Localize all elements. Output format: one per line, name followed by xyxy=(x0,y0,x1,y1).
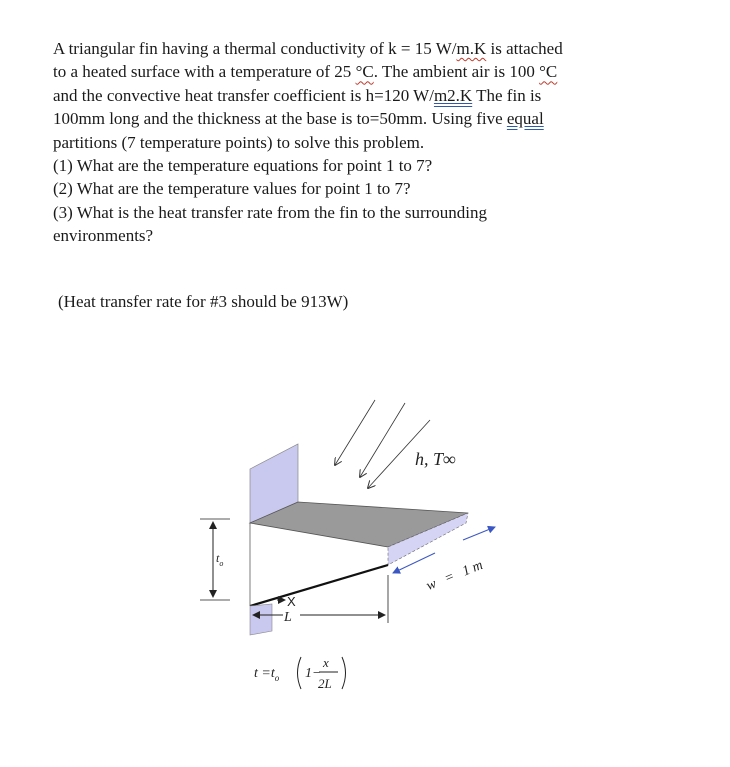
fin-lower-edge xyxy=(250,565,388,606)
question-3-continued: environments? xyxy=(53,226,154,246)
t0-label: $t_o$ xyxy=(216,551,224,568)
svg-text:t =to: $t =t_o$ xyxy=(254,666,280,683)
problem-line-3: and the convective heat transfer coefficient is h=120 W/m2.K The fin is xyxy=(53,85,542,105)
thickness-formula xyxy=(254,655,346,691)
problem-line-2: to a heated surface with a temperature of 25 °C. The ambient air is 100 °C xyxy=(53,62,558,82)
question-3: (3) What is the heat transfer rate from the fin to the surrounding xyxy=(53,202,487,222)
fin-top-surface xyxy=(250,502,468,547)
problem-line-4: 100mm long and the thickness at the base is to=50mm. Using five equal xyxy=(53,109,544,129)
convection-label: h, T∞ xyxy=(415,449,456,469)
lower-wall xyxy=(250,604,272,635)
convection-arrow xyxy=(335,400,375,465)
width-arrow-right xyxy=(463,527,495,540)
width-label: w = 1 m xyxy=(424,557,486,594)
question-2: (2) What are the temperature values for point 1 to 7? xyxy=(53,179,411,199)
answer-note: (Heat transfer rate for #3 should be 913W) xyxy=(58,292,349,311)
svg-text:x: x xyxy=(323,655,329,670)
x-label: X xyxy=(287,594,296,609)
fin-figure xyxy=(190,395,530,705)
problem-line-1: A triangular fin having a thermal conductivity of k = 15 W/m.K is attached xyxy=(53,39,563,58)
problem-statement xyxy=(53,37,653,248)
problem-line-5: partitions (7 temperature points) to solve this problem. xyxy=(53,132,425,152)
question-1: (1) What are the temperature equations for point 1 to 7? xyxy=(53,156,433,176)
fin-diagram xyxy=(190,395,530,705)
svg-text:2L: 2L xyxy=(318,676,332,691)
L-label: L xyxy=(284,610,292,625)
svg-text:1−: 1− xyxy=(305,666,322,681)
